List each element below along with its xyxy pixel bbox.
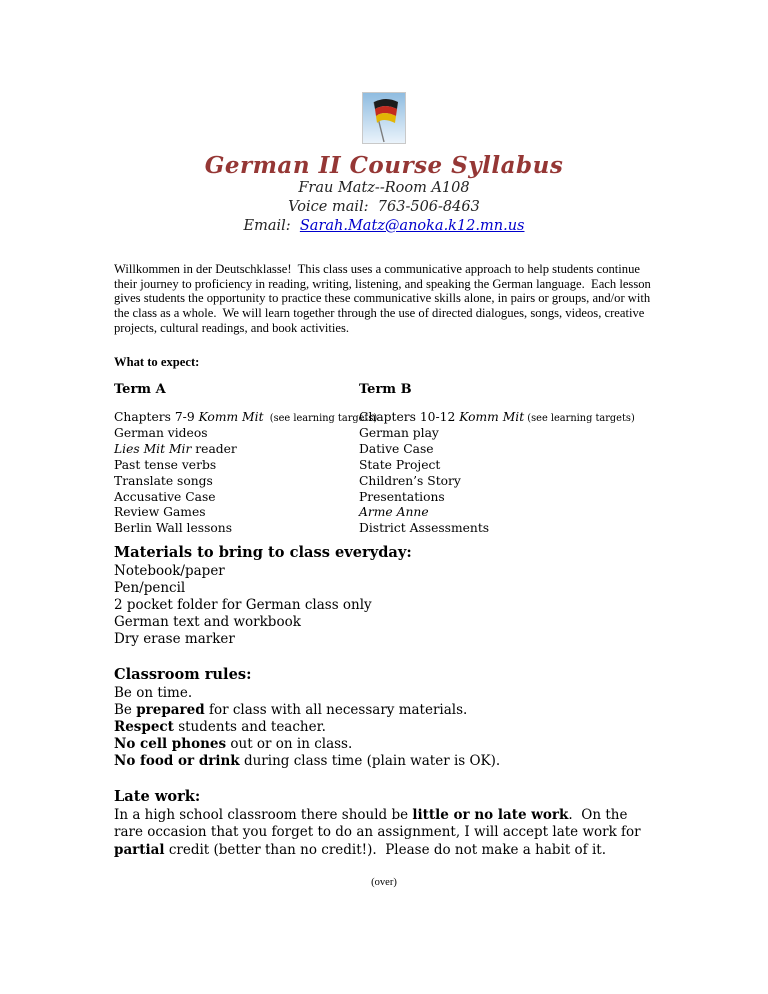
text-segment: Chapters 10-12	[359, 409, 460, 424]
german-flag-image	[362, 92, 406, 144]
materials-item: Notebook/paper	[114, 562, 225, 579]
term-a-item: Review Games	[114, 505, 206, 520]
text-segment: out or on in class.	[226, 735, 353, 752]
term-b-item: District Assessments	[359, 521, 490, 536]
german-flag-icon	[363, 93, 405, 143]
document-title: German II Course Syllabus	[204, 152, 564, 179]
term-b-item: Dative Case	[359, 442, 434, 457]
text-segment: students and teacher.	[173, 718, 326, 735]
text-segment: In a high school classroom there should be	[114, 806, 413, 823]
materials-section	[114, 543, 654, 648]
late-work-section	[114, 787, 654, 860]
text-segment: Be	[114, 701, 137, 718]
emphasis-text: No food or drink	[114, 752, 240, 769]
rule-item	[114, 719, 654, 736]
voicemail-line: Voice mail: 763-506-8463	[288, 199, 480, 215]
text-segment: for class with all necessary materials.	[204, 701, 468, 718]
emphasis-text: partial	[114, 841, 165, 858]
term-a-item: Translate songs	[114, 473, 213, 488]
rule-item: Be on time.	[114, 684, 193, 701]
email-link[interactable]: Sarah.Matz@anoka.k12.mn.us	[299, 218, 525, 234]
document-body	[114, 262, 654, 888]
emphasis-text: prepared	[136, 701, 205, 718]
email-label: Email:	[243, 218, 300, 234]
text-segment: reader	[191, 442, 237, 457]
text-segment: credit (better than no credit!). Please do not make a habit of it.	[164, 841, 606, 858]
term-a-item	[114, 442, 359, 458]
emphasis-text: little or no late work	[412, 806, 569, 823]
learning-targets-note: (see learning targets)	[263, 412, 378, 424]
materials-item: Pen/pencil	[114, 579, 186, 596]
materials-item: 2 pocket folder for German class only	[114, 596, 372, 613]
rule-item	[114, 736, 654, 753]
term-b-item: Presentations	[359, 489, 445, 504]
term-a-item: German videos	[114, 426, 208, 441]
emphasis-text: No cell phones	[114, 735, 227, 752]
classroom-rules-heading: Classroom rules:	[114, 665, 252, 683]
term-a-item	[114, 409, 378, 427]
term-b-item: Children’s Story	[359, 473, 461, 488]
over-note: (over)	[371, 877, 397, 889]
what-to-expect-heading: What to expect:	[114, 354, 200, 369]
term-a-heading: Term A	[114, 381, 166, 397]
term-b-item: German play	[359, 426, 439, 441]
text-segment: Chapters 7-9	[114, 409, 199, 424]
term-a-column	[114, 381, 378, 537]
text-segment: . On the rare occasion that you forget to do an assignment, I will accept late work for	[114, 806, 645, 841]
email-line	[0, 217, 768, 236]
late-work-paragraph	[114, 807, 654, 860]
term-b-item: Arme Anne	[359, 505, 429, 520]
intro-paragraph: Willkommen in der Deutschklasse! This class uses a communicative approach to help students continue their journey to proficiency in reading, writing, listening, and speaking the German language. Each lesson gives students the opportunity to practice these communicative skills alone, in pairs or groups, and/or with the class as a whole. We will learn together through the use of directed dialogues, songs, videos, creative projects, cultural readings, and book activities.	[114, 262, 654, 335]
book-title-text: Komm Mit	[198, 409, 264, 424]
materials-heading: Materials to bring to class everyday:	[114, 543, 412, 561]
book-title-text: Komm Mit	[459, 409, 525, 424]
learning-targets-note: (see learning targets)	[524, 412, 635, 424]
term-a-item: Past tense verbs	[114, 457, 217, 472]
materials-item: German text and workbook	[114, 613, 301, 630]
emphasis-text: Respect	[114, 718, 174, 735]
term-b-item: State Project	[359, 457, 441, 472]
terms-table	[114, 382, 654, 537]
term-b-column	[359, 382, 635, 537]
materials-item: Dry erase marker	[114, 630, 235, 647]
book-title-text: Lies Mit Mir	[114, 442, 192, 457]
term-a-item: Berlin Wall lessons	[114, 521, 233, 536]
text-segment: during class time (plain water is OK).	[239, 752, 501, 769]
rule-item	[114, 753, 654, 770]
term-a-item: Accusative Case	[114, 489, 216, 504]
teacher-room-line: Frau Matz--Room A108	[298, 180, 470, 196]
term-b-heading: Term B	[359, 381, 412, 397]
rule-item	[114, 702, 654, 719]
classroom-rules-section	[114, 665, 654, 770]
late-work-heading: Late work:	[114, 787, 201, 805]
term-b-item	[359, 410, 635, 427]
